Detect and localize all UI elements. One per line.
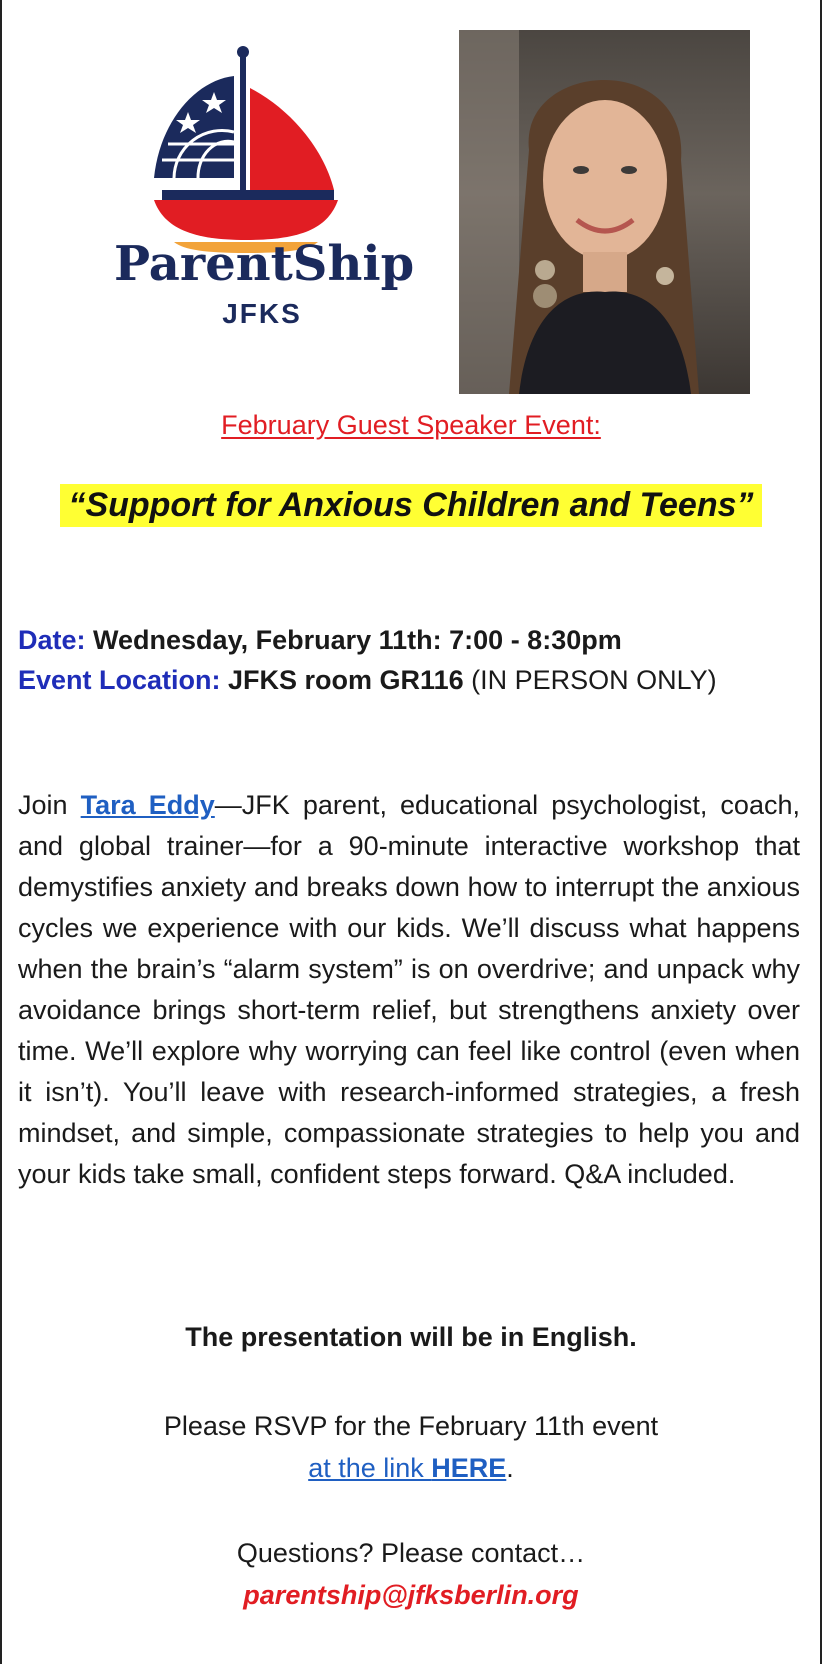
rsvp-link[interactable]: [308, 1453, 506, 1483]
event-title: “Support for Anxious Children and Teens”: [60, 484, 761, 527]
logo-subtitle: JFKS: [222, 298, 302, 329]
contact-text: Questions? Please contact…: [236, 1538, 586, 1568]
location-note: (IN PERSON ONLY): [471, 665, 717, 695]
speaker-photo: [459, 30, 750, 394]
language-note: The presentation will be in English.: [185, 1322, 637, 1352]
rsvp-link-row: [2, 1447, 820, 1489]
event-details: [18, 620, 717, 700]
date-label: Date:: [18, 625, 86, 655]
parentship-logo: [102, 40, 422, 350]
location-label: Event Location:: [18, 665, 221, 695]
contact-email[interactable]: parentship@jfksberlin.org: [243, 1580, 579, 1610]
rsvp-link-here: HERE: [431, 1453, 507, 1483]
rsvp-text: Please RSVP for the February 11th event: [163, 1411, 659, 1441]
description-intro: Join: [18, 790, 81, 820]
speaker-link[interactable]: Tara Eddy: [80, 790, 215, 820]
date-value: Wednesday, February 11th: 7:00 - 8:30pm: [93, 625, 622, 655]
location-value: JFKS room GR116: [228, 665, 464, 695]
rsvp-link-prefix: at the link: [308, 1453, 432, 1483]
event-title-wrap: [2, 484, 820, 527]
event-description: [18, 785, 800, 1195]
logo-wordmark: ParentShip: [114, 236, 415, 292]
contact-section: [2, 1532, 820, 1616]
rsvp-period: .: [506, 1453, 514, 1483]
speaker-portrait-image: [459, 30, 750, 394]
location-row: [18, 660, 717, 700]
date-row: [18, 620, 717, 660]
description-text: —JFK parent, educational psychologist, coach, and global trainer—for a 90-minute interactive workshop that demystifies anxiety and breaks down how to interrupt the anxious cycles we experience with our kids. We’ll discuss what happens when the brain’s “alarm system” is on overdrive; and unpack why avoidance brings short-term relief, but strengthens anxiety over time. We’ll explore why worrying can feel like control (even when it isn’t). You’ll leave with research-informed strategies, a fresh mindset, and simple, compassionate strategies to help you and your kids take small, confident steps forward. Q&A included.: [18, 790, 800, 1189]
event-heading: February Guest Speaker Event:: [221, 410, 601, 440]
rsvp-section: [2, 1405, 820, 1489]
